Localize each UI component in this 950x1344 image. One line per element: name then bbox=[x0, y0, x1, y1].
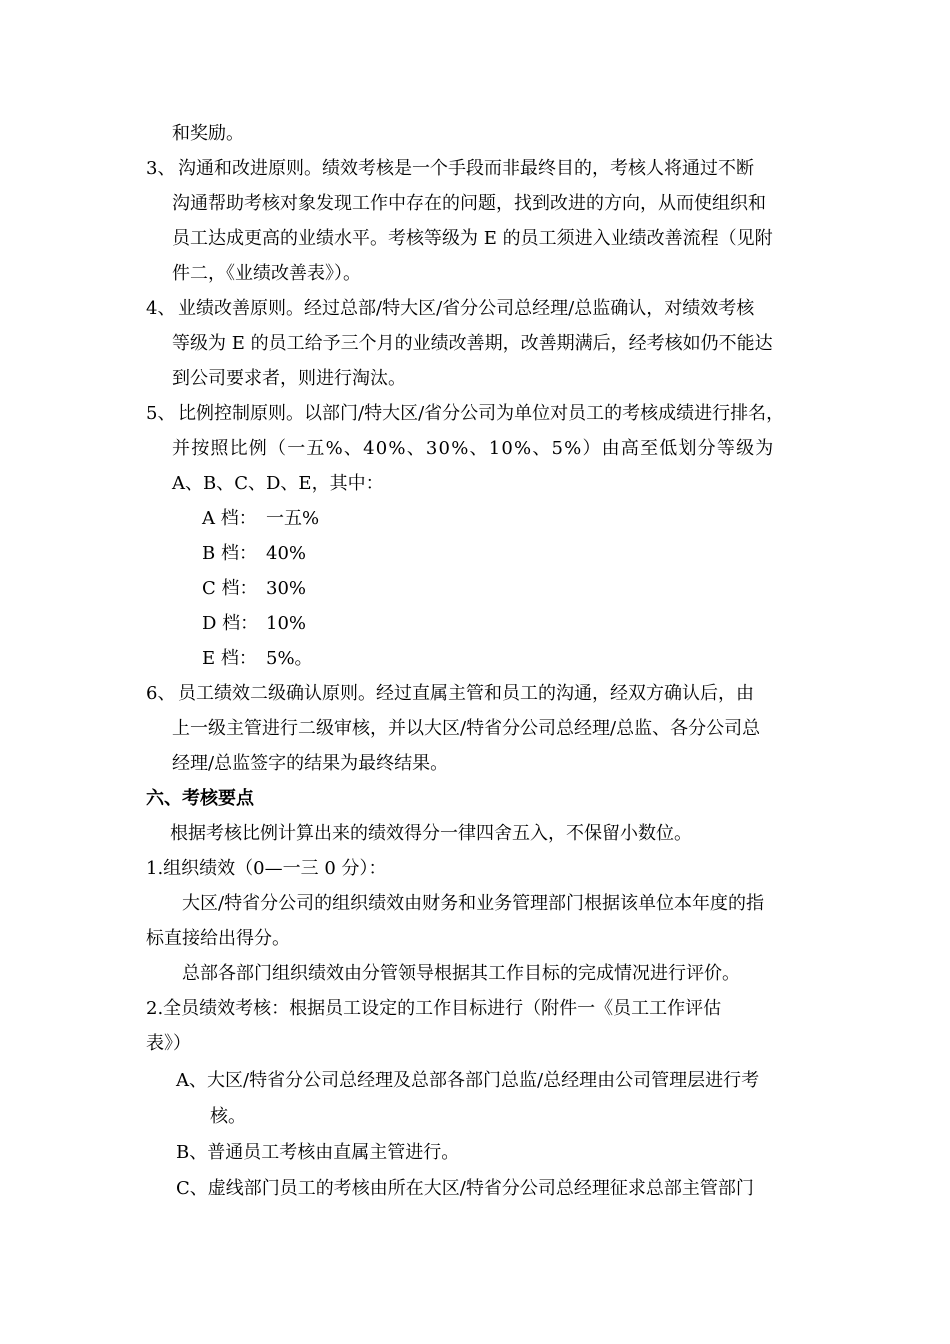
principle-3-line-3: 员工达成更高的业绩水平。考核等级为 E 的员工须进入业绩改善流程（见附 bbox=[172, 228, 773, 249]
principle-3-line-1: 3、 沟通和改进原则。绩效考核是一个手段而非最终目的，考核人将通过不断 bbox=[146, 158, 754, 179]
principle-4-line-3: 到公司要求者，则进行淘汰。 bbox=[172, 368, 406, 389]
principle-5-number: 5、 bbox=[146, 403, 176, 424]
principle-3-line-4: 件二，《业绩改善表》）。 bbox=[172, 263, 361, 284]
grade-a: A 档： 一五% bbox=[202, 508, 320, 529]
principle-4-number: 4、 bbox=[146, 298, 176, 319]
subitem-c-line-1: C、虚线部门员工的考核由所在大区/特省分公司总经理征求总部主管部门 bbox=[176, 1178, 754, 1199]
continued-text: 和奖励。 bbox=[172, 123, 244, 144]
grade-d: D 档： 10% bbox=[202, 613, 307, 634]
principle-5-line-2: 并按照比例（一五%、40%、30%、10%、5%）由高至低划分等级为 bbox=[172, 438, 775, 459]
subitem-a-line-1: A、大区/特省分公司总经理及总部各部门总监/总经理由公司管理层进行考 bbox=[176, 1070, 760, 1091]
principle-3-line-2: 沟通帮助考核对象发现工作中存在的问题，找到改进的方向，从而使组织和 bbox=[172, 193, 766, 214]
section-heading: 六、考核要点 bbox=[146, 788, 254, 809]
principle-5-line-1: 5、 比例控制原则。以部门/特大区/省分公司为单位对员工的考核成绩进行排名， bbox=[146, 403, 785, 424]
grade-e: E 档： 5%。 bbox=[202, 648, 313, 669]
principle-5-line-3: A、B、C、D、E，其中： bbox=[172, 473, 384, 494]
principle-3-number: 3、 bbox=[146, 158, 176, 179]
item-1-paragraph-1-line-1: 大区/特省分公司的组织绩效由财务和业务管理部门根据该单位本年度的指 bbox=[182, 893, 765, 914]
subitem-a-line-2: 核。 bbox=[210, 1106, 246, 1127]
item-1-paragraph-1-line-2: 标直接给出得分。 bbox=[146, 928, 290, 949]
principle-6-line-1: 6、 员工绩效二级确认原则。经过直属主管和员工的沟通，经双方确认后，由 bbox=[146, 683, 754, 704]
grade-b: B 档： 40% bbox=[202, 543, 307, 564]
principle-4-line-1: 4、 业绩改善原则。经过总部/特大区/省分公司总经理/总监确认，对绩效考核 bbox=[146, 298, 755, 319]
grade-c: C 档： 30% bbox=[202, 578, 307, 599]
section-intro: 根据考核比例计算出来的绩效得分一律四舍五入，不保留小数位。 bbox=[170, 823, 692, 844]
item-2-line-1: 2.全员绩效考核：根据员工设定的工作目标进行（附件一《员工工作评估 bbox=[146, 998, 722, 1019]
item-2-line-2: 表》） bbox=[146, 1033, 191, 1054]
principle-6-line-2: 上一级主管进行二级审核，并以大区/特省分公司总经理/总监、各分公司总 bbox=[172, 718, 761, 739]
principle-4-line-2: 等级为 E 的员工给予三个月的业绩改善期，改善期满后，经考核如仍不能达 bbox=[172, 333, 773, 354]
item-1-title: 1.组织绩效（0—一三 0 分）： bbox=[146, 858, 387, 879]
principle-6-number: 6、 bbox=[146, 683, 176, 704]
item-1-paragraph-2: 总部各部门组织绩效由分管领导根据其工作目标的完成情况进行评价。 bbox=[182, 963, 740, 984]
subitem-b: B、普通员工考核由直属主管进行。 bbox=[176, 1142, 460, 1163]
principle-6-line-3: 经理/总监签字的结果为最终结果。 bbox=[172, 753, 449, 774]
